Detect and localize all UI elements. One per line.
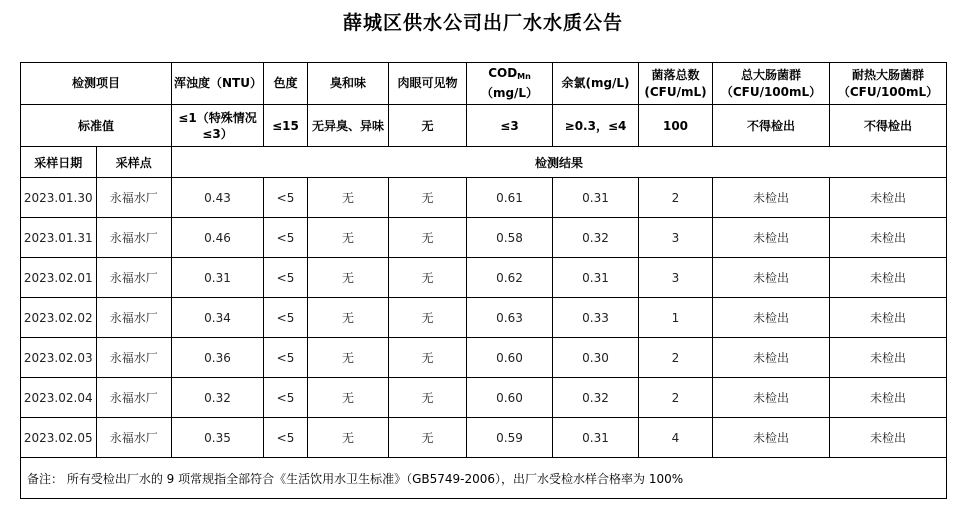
result-coliform: 未检出 xyxy=(713,218,830,258)
standard-cod: ≤3 xyxy=(467,105,553,147)
result-thermo: 未检出 xyxy=(830,298,947,338)
result-chlorine: 0.31 xyxy=(553,418,639,458)
standard-row xyxy=(21,105,947,147)
header-thermo-coliform: 耐热大肠菌群 （CFU/100mL） xyxy=(830,63,947,105)
result-visible: 无 xyxy=(389,178,467,218)
table-row xyxy=(21,258,947,298)
sample-date: 2023.02.03 xyxy=(21,338,97,377)
subheader-site: 采样点 xyxy=(115,155,152,170)
date-site-cell xyxy=(21,298,172,338)
table-row xyxy=(21,418,947,458)
note-row xyxy=(21,458,947,499)
result-visible: 无 xyxy=(389,338,467,378)
header-turbidity: 浑浊度（NTU） xyxy=(172,63,264,105)
result-odor: 无 xyxy=(308,338,389,378)
header-coliform: 总大肠菌群 （CFU/100mL） xyxy=(713,63,830,105)
result-bacteria: 1 xyxy=(639,298,713,338)
header-visible: 肉眼可见物 xyxy=(389,63,467,105)
result-odor: 无 xyxy=(308,178,389,218)
result-color: <5 xyxy=(264,338,308,378)
date-site-cell xyxy=(21,418,172,458)
result-visible: 无 xyxy=(389,378,467,418)
sample-date: 2023.02.04 xyxy=(21,378,97,417)
sample-date: 2023.01.31 xyxy=(21,218,97,257)
result-coliform: 未检出 xyxy=(713,178,830,218)
result-thermo: 未检出 xyxy=(830,418,947,458)
result-color: <5 xyxy=(264,418,308,458)
result-coliform: 未检出 xyxy=(713,418,830,458)
result-cod: 0.60 xyxy=(467,378,553,418)
result-cod: 0.62 xyxy=(467,258,553,298)
result-chlorine: 0.31 xyxy=(553,258,639,298)
result-thermo: 未检出 xyxy=(830,218,947,258)
result-cod: 0.59 xyxy=(467,418,553,458)
sample-site: 永福水厂 xyxy=(109,351,158,365)
result-thermo: 未检出 xyxy=(830,258,947,298)
result-visible: 无 xyxy=(389,298,467,338)
result-turbidity: 0.31 xyxy=(172,258,264,298)
header-item: 检测项目 xyxy=(21,63,172,105)
table-row xyxy=(21,218,947,258)
result-odor: 无 xyxy=(308,298,389,338)
standard-label: 标准值 xyxy=(21,105,172,147)
result-chlorine: 0.33 xyxy=(553,298,639,338)
result-odor: 无 xyxy=(308,258,389,298)
result-turbidity: 0.35 xyxy=(172,418,264,458)
header-color: 色度 xyxy=(264,63,308,105)
result-coliform: 未检出 xyxy=(713,298,830,338)
subheader-row xyxy=(21,147,947,178)
standard-color: ≤15 xyxy=(264,105,308,147)
result-chlorine: 0.32 xyxy=(553,378,639,418)
result-thermo: 未检出 xyxy=(830,338,947,378)
table-row xyxy=(21,178,947,218)
sample-date: 2023.01.30 xyxy=(21,178,97,217)
header-cod: $COD_{Mn}(mg/L)$ xyxy=(467,63,553,105)
sample-site: 永福水厂 xyxy=(109,431,158,445)
result-turbidity: 0.43 xyxy=(172,178,264,218)
sample-site: 永福水厂 xyxy=(109,191,158,205)
date-site-cell xyxy=(21,258,172,298)
result-cod: 0.63 xyxy=(467,298,553,338)
standard-turbidity: ≤1（特殊情况≤3） xyxy=(172,105,264,147)
subheader-date: 采样日期 xyxy=(21,147,97,177)
result-bacteria: 3 xyxy=(639,258,713,298)
table-row xyxy=(21,378,947,418)
standard-bacteria: 100 xyxy=(639,105,713,147)
result-bacteria: 4 xyxy=(639,418,713,458)
result-odor: 无 xyxy=(308,218,389,258)
sample-date: 2023.02.05 xyxy=(21,418,97,457)
standard-coliform: 不得检出 xyxy=(713,105,830,147)
result-odor: 无 xyxy=(308,378,389,418)
standard-thermo: 不得检出 xyxy=(830,105,947,147)
result-bacteria: 2 xyxy=(639,338,713,378)
sample-site: 永福水厂 xyxy=(109,231,158,245)
result-visible: 无 xyxy=(389,258,467,298)
result-cod: 0.58 xyxy=(467,218,553,258)
result-coliform: 未检出 xyxy=(713,258,830,298)
result-bacteria: 3 xyxy=(639,218,713,258)
result-thermo: 未检出 xyxy=(830,378,947,418)
result-coliform: 未检出 xyxy=(713,378,830,418)
table-row xyxy=(21,298,947,338)
standard-visible: 无 xyxy=(389,105,467,147)
result-visible: 无 xyxy=(389,418,467,458)
result-cod: 0.60 xyxy=(467,338,553,378)
result-turbidity: 0.32 xyxy=(172,378,264,418)
result-turbidity: 0.46 xyxy=(172,218,264,258)
header-chlorine: 余氯(mg/L) xyxy=(553,63,639,105)
page-title: 薛城区供水公司出厂水水质公告 xyxy=(342,12,623,34)
result-turbidity: 0.36 xyxy=(172,338,264,378)
result-turbidity: 0.34 xyxy=(172,298,264,338)
date-site-cell xyxy=(21,378,172,418)
header-bacteria: 菌落总数 (CFU/mL) xyxy=(639,63,713,105)
date-site-cell xyxy=(21,338,172,378)
sample-date: 2023.02.01 xyxy=(21,258,97,297)
sample-site: 永福水厂 xyxy=(109,391,158,405)
note-text: 备注： 所有受检出厂水的 9 项常规指全部符合《生活饮用水卫生标准》（GB5749-2006），出厂水受检水样合格率为 100% xyxy=(21,458,947,499)
results-body xyxy=(21,178,947,458)
result-thermo: 未检出 xyxy=(830,178,947,218)
result-color: <5 xyxy=(264,378,308,418)
water-quality-table xyxy=(20,62,947,499)
sample-site: 永福水厂 xyxy=(109,311,158,325)
result-color: <5 xyxy=(264,218,308,258)
result-visible: 无 xyxy=(389,218,467,258)
table-row xyxy=(21,338,947,378)
result-color: <5 xyxy=(264,178,308,218)
result-color: <5 xyxy=(264,258,308,298)
standard-odor: 无异臭、异味 xyxy=(308,105,389,147)
standard-chlorine: ≥0.3，≤4 xyxy=(553,105,639,147)
result-cod: 0.61 xyxy=(467,178,553,218)
sample-site: 永福水厂 xyxy=(109,271,158,285)
date-site-cell xyxy=(21,178,172,218)
result-bacteria: 2 xyxy=(639,378,713,418)
header-row xyxy=(21,63,947,105)
result-chlorine: 0.30 xyxy=(553,338,639,378)
result-chlorine: 0.32 xyxy=(553,218,639,258)
result-coliform: 未检出 xyxy=(713,338,830,378)
result-color: <5 xyxy=(264,298,308,338)
sample-date: 2023.02.02 xyxy=(21,298,97,337)
result-bacteria: 2 xyxy=(639,178,713,218)
date-site-header xyxy=(21,147,172,178)
header-odor: 臭和味 xyxy=(308,63,389,105)
result-chlorine: 0.31 xyxy=(553,178,639,218)
date-site-cell xyxy=(21,218,172,258)
result-odor: 无 xyxy=(308,418,389,458)
subheader-results: 检测结果 xyxy=(172,147,947,178)
